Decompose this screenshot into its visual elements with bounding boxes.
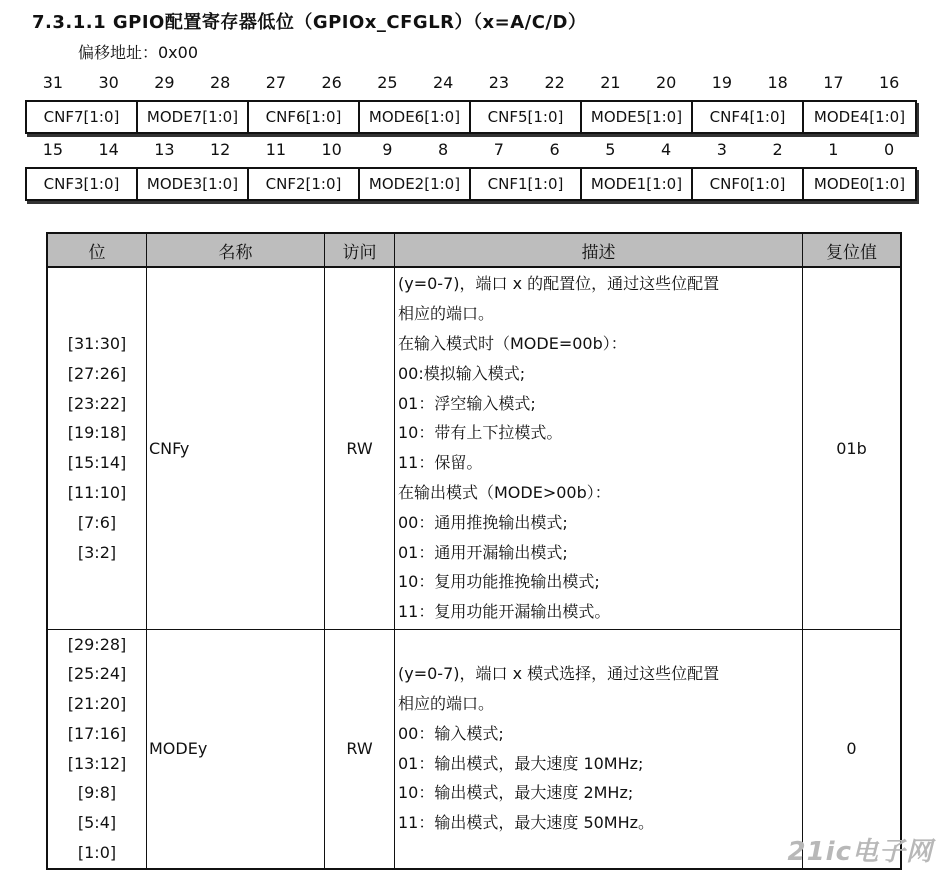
description-line: 01：通用开漏输出模式; (398, 542, 568, 562)
bit-number: 4 (661, 140, 672, 159)
description-line: (y=0-7)，端口 x 模式选择，通过这些位配置 (398, 664, 720, 684)
bit-range: [1:0] (77, 843, 117, 863)
bit-number: 26 (321, 73, 342, 92)
register-field: MODE2[1:0] (360, 169, 471, 199)
bit-number: 5 (605, 140, 616, 159)
bit-number: 11 (265, 140, 287, 159)
section-title: 7.3.1.1 GPIO配置寄存器低位（GPIOx_CFGLR）（x=A/C/D） (32, 12, 587, 33)
bit-number: 25 (377, 73, 398, 92)
bit-number: 6 (549, 140, 560, 159)
description-line: 11：输出模式，最大速度 50MHz。 (398, 813, 655, 833)
cell-bits (47, 267, 147, 629)
register-field: CNF2[1:0] (249, 169, 360, 199)
register-field: MODE1[1:0] (582, 169, 693, 199)
bit-range: [31:30] (67, 334, 127, 354)
description-line: 11：复用功能开漏输出模式。 (398, 602, 611, 622)
bit-number: 1 (828, 140, 839, 159)
bit-range: [27:26] (67, 363, 127, 383)
offset-address: 偏移地址：0x00 (78, 43, 199, 62)
bit-number: 19 (711, 73, 733, 92)
bit-numbers-lower (25, 139, 917, 161)
bit-range: [25:24] (67, 664, 127, 684)
cell-access: RW (325, 629, 395, 869)
register-field: CNF5[1:0] (471, 102, 582, 132)
bit-range: [7:6] (77, 512, 117, 532)
bit-number: 13 (154, 140, 175, 159)
register-field: MODE7[1:0] (138, 102, 249, 132)
cell-bits (47, 629, 147, 869)
bit-number: 30 (98, 73, 119, 92)
cell-reset: 0 (803, 629, 902, 869)
description-line: 00:模拟输入模式; (398, 363, 526, 383)
bit-number: 14 (98, 140, 119, 159)
bit-range: [15:14] (67, 453, 127, 473)
bit-range: [29:28] (67, 634, 127, 654)
header-name: 名称 (147, 233, 325, 267)
bit-range: [3:2] (77, 542, 117, 562)
bit-number: 9 (382, 140, 393, 159)
header-access: 访问 (325, 233, 395, 267)
bit-range: [11:10] (67, 483, 127, 503)
bit-number: 16 (878, 73, 900, 92)
bit-numbers-upper (25, 72, 917, 94)
table-row (47, 267, 901, 629)
description-line: 相应的端口。 (398, 694, 495, 714)
bit-range: [21:20] (67, 694, 127, 714)
bit-number: 17 (823, 73, 844, 92)
bit-range: [5:4] (77, 813, 117, 833)
register-field: CNF4[1:0] (693, 102, 804, 132)
bit-number: 29 (154, 73, 175, 92)
bit-number: 23 (488, 73, 510, 92)
description-line: 00：输入模式; (398, 723, 504, 743)
description-line: 10：输出模式，最大速度 2MHz; (398, 783, 634, 803)
description-line: 01：浮空输入模式; (398, 393, 536, 413)
bit-number: 20 (655, 73, 677, 92)
bit-number: 0 (884, 140, 895, 159)
bit-number: 15 (42, 140, 64, 159)
watermark-logo: 21ic电子网 (787, 837, 933, 867)
bit-number: 22 (544, 73, 565, 92)
register-field: CNF6[1:0] (249, 102, 360, 132)
description-line: 10：复用功能推挽输出模式; (398, 572, 600, 592)
description-line: 在输入模式时（MODE=00b）： (398, 334, 627, 354)
bit-number: 21 (600, 73, 621, 92)
bit-range: [17:16] (67, 723, 127, 743)
register-field: MODE3[1:0] (138, 169, 249, 199)
bit-number: 28 (209, 73, 231, 92)
bit-range: [13:12] (67, 753, 127, 773)
register-field: CNF1[1:0] (471, 169, 582, 199)
cell-description (395, 629, 803, 869)
field-name: CNFy (149, 438, 190, 458)
bit-range: [19:18] (67, 423, 127, 443)
bit-number: 31 (42, 73, 64, 92)
bit-range: [9:8] (77, 783, 117, 803)
register-field: MODE6[1:0] (360, 102, 471, 132)
register-description-table (46, 232, 902, 870)
header-description: 描述 (395, 233, 803, 267)
bit-number: 8 (438, 140, 449, 159)
description-line: 00：通用推挽输出模式; (398, 512, 568, 532)
cell-name (147, 267, 325, 629)
bit-number: 24 (432, 73, 454, 92)
description-line: 10：带有上下拉模式。 (398, 423, 563, 443)
register-fields-lower (25, 167, 917, 201)
bit-range: [23:22] (67, 393, 127, 413)
register-fields-upper (25, 100, 917, 134)
cell-access: RW (325, 267, 395, 629)
header-reset: 复位值 (803, 233, 902, 267)
field-name: MODEy (149, 739, 208, 759)
register-field: MODE0[1:0] (813, 175, 906, 193)
register-field: CNF3[1:0] (27, 169, 138, 199)
register-field: CNF0[1:0] (693, 169, 804, 199)
bit-number: 18 (767, 73, 788, 92)
register-field: MODE4[1:0] (813, 108, 906, 126)
description-line: 在输出模式（MODE>00b）： (398, 483, 611, 503)
bit-number: 2 (772, 140, 783, 159)
table-header-row (47, 233, 901, 267)
register-field: MODE5[1:0] (582, 102, 693, 132)
header-bits: 位 (47, 233, 147, 267)
cell-description (395, 267, 803, 629)
bit-number: 10 (321, 140, 342, 159)
table-row (47, 629, 901, 869)
description-line: 01：输出模式，最大速度 10MHz; (398, 753, 644, 773)
description-line: 11：保留。 (398, 453, 483, 473)
description-line: (y=0-7)，端口 x 的配置位，通过这些位配置 (398, 274, 720, 294)
cell-name (147, 629, 325, 869)
cell-reset: 01b (803, 267, 902, 629)
bit-number: 27 (265, 73, 287, 92)
description-line: 相应的端口。 (398, 304, 495, 324)
bit-number: 7 (493, 140, 504, 159)
register-field: CNF7[1:0] (27, 102, 138, 132)
bit-number: 3 (716, 140, 727, 159)
bit-number: 12 (209, 140, 231, 159)
